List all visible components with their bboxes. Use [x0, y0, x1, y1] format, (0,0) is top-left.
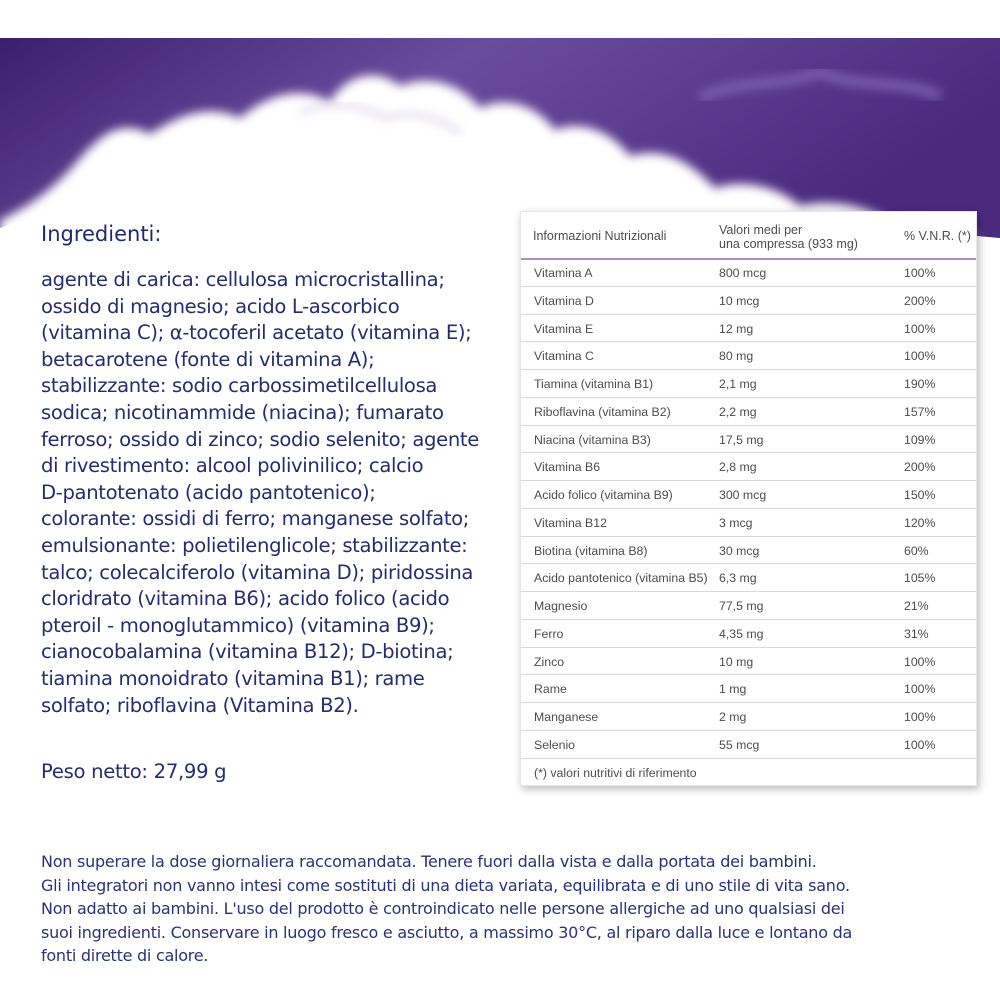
nutrient-vnr: 60% — [904, 543, 929, 558]
ingredients-line: D-pantotenato (acido pantotenico); — [41, 480, 376, 504]
ingredients-line: colorante: ossidi di ferro; manganese solfato; — [41, 507, 470, 531]
disclaimer — [41, 850, 981, 968]
nutrient-amount: 55 mcg — [719, 737, 760, 752]
nutrient-name: Manganese — [534, 710, 599, 724]
ingredients-line: sodica; nicotinammide (niacina); fumarato — [41, 400, 444, 424]
nutrient-name: Selenio — [534, 737, 576, 752]
nutrient-vnr: 100% — [904, 321, 936, 336]
header-vnr: % V.N.R. (*) — [904, 229, 971, 243]
table-row — [521, 648, 976, 676]
nutrient-vnr: 100% — [904, 737, 936, 752]
table-row — [521, 509, 976, 537]
ingredients-line: pteroil - monoglutammico) (vitamina B9); — [41, 613, 435, 637]
table-row — [521, 398, 976, 426]
nutrient-name: Riboflavina (vitamina B2) — [534, 404, 671, 419]
nutrient-name: Vitamina D — [534, 293, 594, 308]
nutrient-name: Vitamina B6 — [534, 460, 601, 475]
nutrition-table — [520, 211, 977, 786]
table-row — [521, 537, 976, 565]
table-footnote: (*) valori nutritivi di riferimento — [534, 766, 697, 780]
nutrient-vnr: 100% — [904, 654, 936, 669]
nutrient-name: Vitamina B12 — [534, 515, 607, 530]
disclaimer-line: Non superare la dose giornaliera raccomandata. Tenere fuori dalla vista e dalla portata dei bambini. — [41, 852, 817, 871]
cloud-banner — [0, 38, 1000, 238]
ingredients-line: di rivestimento: alcool polivinilico; calcio — [41, 454, 424, 478]
ingredients-line: stabilizzante: sodio carbossimetilcellulosa — [41, 374, 438, 398]
nutrient-amount: 300 mcg — [719, 488, 767, 502]
table-header — [521, 212, 976, 260]
nutrient-amount: 2,8 mg — [719, 460, 757, 475]
nutrient-vnr: 31% — [904, 626, 929, 641]
nutrient-name: Acido pantotenico (vitamina B5) — [534, 571, 708, 586]
ingredients-line: agente di carica: cellulosa microcristallina; — [41, 268, 445, 291]
table-body — [521, 259, 976, 759]
nutrient-name: Vitamina C — [534, 349, 594, 364]
nutrient-vnr: 100% — [904, 266, 936, 280]
nutrient-name: Biotina (vitamina B8) — [534, 543, 648, 558]
nutrient-name: Acido folico (vitamina B9) — [534, 488, 673, 502]
nutrient-vnr: 120% — [904, 515, 936, 530]
nutrient-amount: 2,1 mg — [719, 377, 757, 391]
table-row — [521, 453, 976, 481]
nutrient-amount: 17,5 mg — [719, 432, 764, 447]
table-row — [521, 592, 976, 620]
nutrient-vnr: 200% — [904, 293, 936, 308]
nutrient-amount: 6,3 mg — [719, 571, 757, 586]
ingredients-line: cianocobalamina (vitamina B12); D-biotina; — [41, 640, 454, 664]
nutrient-name: Rame — [534, 682, 567, 697]
net-weight: Peso netto: 27,99 g — [41, 760, 227, 783]
ingredients-line: cloridrato (vitamina B6); acido folico (acido — [41, 587, 450, 611]
table-row — [521, 731, 976, 759]
nutrient-name: Vitamina E — [534, 321, 594, 336]
table-row — [521, 370, 976, 398]
table-row — [521, 620, 976, 648]
nutrient-name: Magnesio — [534, 599, 588, 613]
nutrient-vnr: 200% — [904, 460, 936, 475]
ingredients-line: betacarotene (fonte di vitamina A); — [41, 347, 375, 371]
nutrient-vnr: 100% — [904, 682, 936, 697]
nutrient-name: Zinco — [534, 654, 565, 669]
nutrient-amount: 12 mg — [719, 321, 754, 336]
disclaimer-line: Non adatto ai bambini. L'uso del prodotto è controindicato nelle persone allergiche ad uno qualsiasi dei — [41, 899, 845, 918]
nutrient-name: Niacina (vitamina B3) — [534, 432, 651, 447]
header-nutrition-info: Informazioni Nutrizionali — [533, 229, 667, 243]
nutrient-amount: 1 mg — [719, 682, 747, 697]
nutrient-name: Vitamina A — [534, 266, 593, 280]
nutrient-amount: 10 mcg — [719, 293, 760, 308]
header-average-values-line2: una compressa (933 mg) — [719, 237, 858, 251]
disclaimer-line: suoi ingredienti. Conservare in luogo fresco e asciutto, a massimo 30°C, al riparo dalla luce e lontano da — [41, 922, 853, 942]
table-row — [521, 564, 976, 592]
header-average-values — [719, 223, 889, 251]
nutrient-amount: 2 mg — [719, 710, 747, 724]
nutrient-vnr: 100% — [904, 349, 936, 364]
ingredients-line: talco; colecalciferolo (vitamina D); piridossina — [41, 560, 474, 584]
nutrient-vnr: 109% — [904, 432, 936, 447]
table-row — [521, 481, 976, 509]
table-row — [521, 703, 976, 731]
header-average-values-line1: Valori medi per — [719, 223, 803, 237]
table-row — [521, 259, 976, 287]
ingredients-line: emulsionante: polietilenglicole; stabilizzante: — [41, 533, 468, 557]
nutrient-vnr: 150% — [904, 488, 936, 502]
nutrient-name: Tiamina (vitamina B1) — [534, 377, 654, 391]
nutrient-name: Ferro — [534, 626, 564, 641]
nutrient-vnr: 100% — [904, 710, 936, 724]
ingredients-line: ossido di magnesio; acido L-ascorbico — [41, 294, 400, 318]
disclaimer-line: fonti dirette di calore. — [41, 946, 209, 965]
nutrient-amount: 30 mcg — [719, 543, 760, 558]
nutrient-amount: 800 mcg — [719, 266, 767, 280]
nutrient-amount: 10 mg — [719, 654, 754, 669]
nutrient-vnr: 105% — [904, 571, 936, 586]
ingredients-line: (vitamina C); α-tocoferil acetato (vitamina E); — [41, 321, 472, 345]
nutrient-amount: 2,2 mg — [719, 404, 757, 419]
nutrient-vnr: 190% — [904, 377, 936, 391]
table-row — [521, 426, 976, 454]
table-row — [521, 287, 976, 315]
table-row — [521, 315, 976, 343]
table-row — [521, 675, 976, 703]
table-row — [521, 342, 976, 370]
nutrient-vnr: 21% — [904, 599, 929, 613]
nutrient-amount: 4,35 mg — [719, 626, 764, 641]
ingredients-line: tiamina monoidrato (vitamina B1); rame — [41, 666, 425, 690]
nutrient-vnr: 157% — [904, 404, 936, 419]
nutrient-amount: 3 mcg — [719, 515, 753, 530]
nutrient-amount: 80 mg — [719, 349, 754, 364]
ingredients-line: solfato; riboflavina (Vitamina B2). — [41, 693, 359, 717]
ingredients-title: Ingredienti: — [41, 222, 162, 246]
nutrient-amount: 77,5 mg — [719, 599, 764, 613]
ingredients-line: ferroso; ossido di zinco; sodio selenito; agente — [41, 427, 479, 451]
disclaimer-line: Gli integratori non vanno intesi come sostituti di una dieta variata, equilibrata e di uno stile di vita sano. — [41, 875, 850, 895]
ingredients-text — [41, 267, 506, 719]
